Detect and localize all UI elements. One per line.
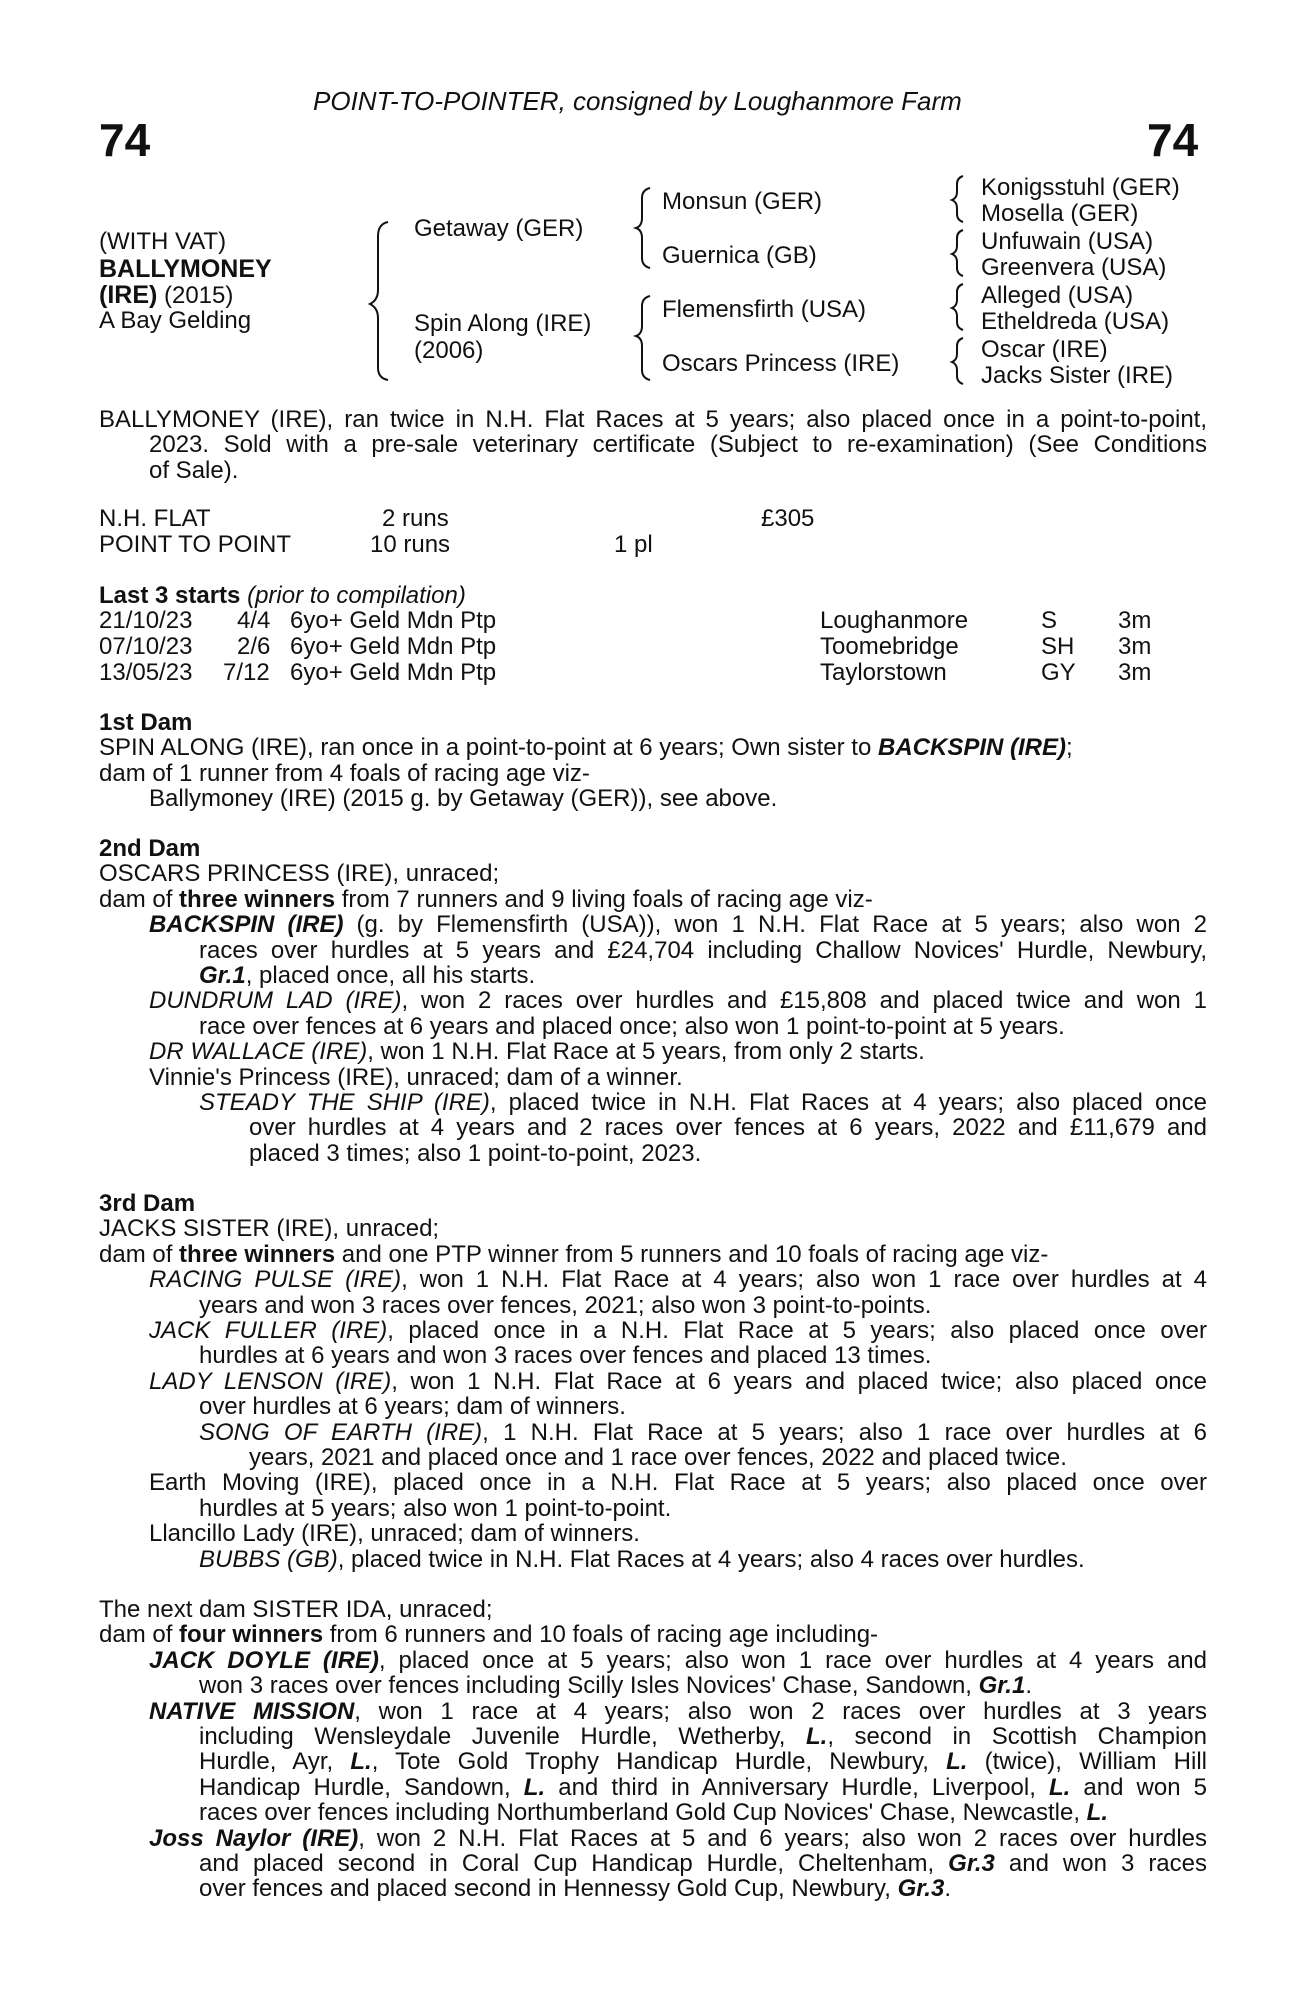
first-dam-line	[99, 735, 1207, 760]
horse-name-italic: DR WALLACE (IRE)	[149, 1038, 368, 1066]
ancestor-8: Jacks Sister (IRE)	[981, 362, 1174, 389]
horse-bold-name: JACK DOYLE (IRE)	[149, 1646, 379, 1674]
last-starts-note: (prior to compilation)	[240, 582, 466, 609]
third-dam-line	[99, 1318, 1207, 1343]
next-dam-line	[99, 1699, 1207, 1724]
text-run: Hurdle, Ayr,	[199, 1748, 351, 1776]
summary-paragraph	[99, 407, 1207, 483]
text-run: dam of	[99, 885, 180, 913]
text-run: , won 2 races over hurdles and £15,808 and placed twice and won 1	[401, 987, 1207, 1015]
third-dam-line: hurdles at 5 years; also won 1 point-to-point.	[199, 1494, 672, 1522]
last-starts-title: Last 3 starts	[99, 582, 241, 609]
ancestor-1: Konigsstuhl (GER)	[981, 174, 1180, 201]
text-run: from 6 runners and 10 foals of racing age including-	[323, 1621, 879, 1649]
next-dam-line	[99, 1673, 1207, 1698]
second-dam-section	[99, 836, 1207, 1166]
text-run: , second in Scottish Champion	[827, 1723, 1207, 1751]
start-race: 6yo+ Geld Mdn Ptp	[290, 633, 497, 660]
second-dam-heading: 2nd Dam	[99, 835, 201, 862]
summary-line: 2023. Sold with a pre-sale veterinary certificate (Subject to re-examination) (See Conditions	[149, 431, 1207, 459]
horse-name-italic: LADY LENSON (IRE)	[149, 1367, 392, 1395]
dam-sire: Flemensfirth (USA)	[662, 296, 867, 323]
second-dam-line	[99, 912, 1207, 937]
third-dam-line: JACKS SISTER (IRE), unraced;	[99, 1215, 440, 1243]
start-position: 7/12	[223, 659, 270, 686]
horse-origin: (IRE)	[99, 281, 158, 309]
third-dam-line: hurdles at 6 years and won 3 races over fences and placed 13 times.	[199, 1342, 932, 1370]
dam-year: (2006)	[414, 337, 484, 364]
horse-name-italic: JACK FULLER (IRE)	[149, 1317, 388, 1345]
third-dam-line: Llancillo Lady (IRE), unraced; dam of winners.	[149, 1520, 640, 1548]
ancestor-3: Unfuwain (USA)	[981, 228, 1154, 255]
text-run: , won 1 race at 4 years; also won 2 races over hurdles at 3 years	[354, 1697, 1207, 1725]
next-dam-line	[99, 1851, 1207, 1876]
second-dam-line: over hurdles at 4 years and 2 races over fences at 6 years, 2022 and £11,679 and	[249, 1114, 1207, 1142]
third-dam-line: years and won 3 races over fences, 2021; also won 3 point-to-points.	[199, 1291, 932, 1319]
text-run: , won 2 N.H. Flat Races at 5 and 6 years; also won 2 races over hurdles	[358, 1824, 1207, 1852]
start-course: Loughanmore	[820, 607, 969, 634]
text-run: and one PTP winner from 5 runners and 10 foals of racing age viz-	[335, 1240, 1049, 1268]
third-dam-line	[99, 1547, 1207, 1572]
text-run: , Tote Gold Trophy Handicap Hurdle, Newbury,	[371, 1748, 947, 1776]
text-run: (twice), William Hill	[967, 1748, 1207, 1776]
text-run: dam of	[99, 1621, 180, 1649]
grade-label: L.	[946, 1748, 968, 1776]
third-dam-line: over hurdles at 6 years; dam of winners.	[199, 1393, 626, 1421]
horse-bold-name: Joss Naylor (IRE)	[149, 1824, 359, 1852]
next-dam-line	[99, 1876, 1207, 1901]
start-distance: 3m	[1118, 659, 1152, 686]
bold-run: three winners	[179, 1240, 336, 1268]
start-date: 07/10/23	[99, 633, 193, 660]
third-dam-line	[99, 1369, 1207, 1394]
start-going: S	[1041, 607, 1058, 634]
start-position: 4/4	[237, 607, 271, 634]
text-run: ;	[1066, 734, 1073, 762]
next-dam-line: The next dam SISTER IDA, unraced;	[99, 1596, 493, 1623]
text-run: , won 1 N.H. Flat Race at 4 years; also won 1 race over hurdles at 4	[401, 1266, 1208, 1294]
horse-name-italic: SONG OF EARTH (IRE)	[199, 1418, 483, 1446]
grade-label: Gr.1	[199, 962, 246, 990]
third-dam-line	[99, 1420, 1207, 1445]
second-dam-line: race over fences at 6 years and placed once; also won 1 point-to-point at 5 years.	[199, 1012, 1065, 1040]
bold-run: three winners	[179, 885, 336, 913]
third-dam-heading: 3rd Dam	[99, 1190, 196, 1217]
second-dam-line: races over hurdles at 5 years and £24,704 including Challow Novices' Hurdle, Newbury,	[199, 936, 1207, 964]
text-run: including Wensleydale Juvenile Hurdle, Wetherby,	[199, 1723, 806, 1751]
horse-name-italic: DUNDRUM LAD (IRE)	[149, 987, 402, 1015]
second-dam-line	[99, 1090, 1207, 1115]
bold-run: four winners	[179, 1621, 324, 1649]
third-dam-section	[99, 1191, 1207, 1572]
grade-label: Gr.1	[978, 1672, 1026, 1700]
dam: Spin Along (IRE)	[414, 310, 592, 337]
first-dam-heading: 1st Dam	[99, 709, 193, 736]
start-course: Toomebridge	[820, 633, 959, 660]
next-dam-line	[99, 1800, 1207, 1825]
record-runs: 10 runs	[370, 531, 451, 558]
consignment-title: POINT-TO-POINTER, consigned by Loughanmore Farm	[313, 86, 962, 116]
text-run: , placed once at 5 years; also won 1 race over hurdles at 4 years and	[378, 1646, 1207, 1674]
record-type: POINT TO POINT	[99, 531, 292, 558]
second-dam-line: OSCARS PRINCESS (IRE), unraced;	[99, 860, 500, 888]
text-run: and placed second in Coral Cup Handicap Hurdle, Cheltenham,	[199, 1850, 949, 1878]
horse-year: (2015)	[157, 282, 234, 309]
horse-bold-name: BACKSPIN (IRE)	[878, 734, 1067, 762]
record-placed: 1 pl	[614, 531, 653, 558]
dam-dam: Oscars Princess (IRE)	[662, 350, 900, 377]
text-run: , won 1 N.H. Flat Race at 5 years, from only 2 starts.	[367, 1038, 925, 1066]
second-dam-line: Vinnie's Princess (IRE), unraced; dam of a winner.	[149, 1063, 683, 1091]
start-date: 13/05/23	[99, 659, 193, 686]
summary-line: of Sale).	[149, 456, 239, 484]
next-dam-line	[99, 1622, 1207, 1647]
first-dam-section	[99, 710, 1207, 812]
second-dam-line	[99, 1039, 1207, 1064]
next-dam-line	[99, 1724, 1207, 1749]
first-dam-line: Ballymoney (IRE) (2015 g. by Getaway (GER)), see above.	[149, 785, 778, 813]
text-run: , placed twice in N.H. Flat Races at 4 years; also 4 races over hurdles.	[337, 1545, 1085, 1573]
second-dam-line	[99, 887, 1207, 912]
summary-line: BALLYMONEY (IRE), ran twice in N.H. Flat Races at 5 years; also placed once in a point-to-point,	[99, 406, 1207, 433]
text-run: .	[944, 1875, 951, 1903]
horse-name-italic: BUBBS (GB)	[199, 1545, 338, 1573]
record-earnings: £305	[761, 505, 815, 532]
first-dam-line: dam of 1 runner from 4 foals of racing age viz-	[99, 759, 590, 787]
sire: Getaway (GER)	[414, 215, 584, 242]
ancestor-2: Mosella (GER)	[981, 200, 1139, 227]
sire-dam: Guernica (GB)	[662, 242, 817, 269]
second-dam-line	[99, 988, 1207, 1013]
start-course: Taylorstown	[820, 659, 947, 686]
grade-label: Gr.3	[897, 1875, 945, 1903]
start-distance: 3m	[1118, 633, 1152, 660]
third-dam-line: years, 2021 and placed once and 1 race over fences, 2022 and placed twice.	[249, 1444, 1067, 1472]
text-run: and third in Anniversary Hurdle, Liverpool,	[545, 1773, 1049, 1801]
grade-label: L.	[1048, 1773, 1071, 1801]
ancestor-5: Alleged (USA)	[981, 282, 1134, 309]
lot-number-left: 74	[99, 114, 151, 166]
sire-sire: Monsun (GER)	[662, 188, 823, 215]
next-dam-section	[99, 1597, 1207, 1902]
horse-name-italic: STEADY THE SHIP (IRE)	[199, 1089, 490, 1117]
text-run: races over fences including Northumberland Gold Cup Novices' Chase, Newcastle,	[199, 1799, 1087, 1827]
start-date: 21/10/23	[99, 607, 193, 634]
ancestor-6: Etheldreda (USA)	[981, 308, 1170, 335]
grade-label: L.	[350, 1748, 372, 1776]
lot-number-right: 74	[1147, 114, 1199, 166]
horse-name-italic: RACING PULSE (IRE)	[149, 1266, 402, 1294]
text-run: Handicap Hurdle, Sandown,	[199, 1773, 524, 1801]
ancestor-7: Oscar (IRE)	[981, 336, 1108, 363]
text-run: , won 1 N.H. Flat Race at 6 years and placed twice; also placed once	[391, 1367, 1207, 1395]
text-run: (g. by Flemensfirth (USA)), won 1 N.H. Flat Race at 5 years; also won 2	[343, 911, 1207, 939]
text-run: and won 5	[1070, 1773, 1207, 1801]
grade-label: L.	[806, 1723, 828, 1751]
horse-bold-name: NATIVE MISSION	[149, 1697, 355, 1725]
last-starts-heading	[99, 583, 466, 609]
grade-label: Gr.3	[948, 1850, 995, 1878]
text-run: and won 3 races	[994, 1850, 1208, 1878]
text-run: SPIN ALONG (IRE), ran once in a point-to-point at 6 years; Own sister to	[99, 734, 878, 762]
text-run: , placed once, all his starts.	[245, 962, 536, 990]
third-dam-line: Earth Moving (IRE), placed once in a N.H. Flat Race at 5 years; also placed once over	[149, 1469, 1207, 1497]
second-dam-line: placed 3 times; also 1 point-to-point, 2023.	[249, 1139, 702, 1167]
text-run: over fences and placed second in Hennessy Gold Cup, Newbury,	[199, 1875, 898, 1903]
horse-bold-name: BACKSPIN (IRE)	[149, 911, 344, 939]
text-run: won 3 races over fences including Scilly Isles Novices' Chase, Sandown,	[199, 1672, 979, 1700]
start-distance: 3m	[1118, 607, 1152, 634]
text-run: , 1 N.H. Flat Race at 5 years; also 1 race over hurdles at 6	[482, 1418, 1207, 1446]
next-dam-line	[99, 1749, 1207, 1774]
start-going: GY	[1041, 659, 1076, 686]
start-race: 6yo+ Geld Mdn Ptp	[290, 607, 497, 634]
horse-name: BALLYMONEY	[99, 255, 272, 283]
grade-label: L.	[1086, 1799, 1108, 1827]
third-dam-line	[99, 1267, 1207, 1292]
vat-note: (WITH VAT)	[99, 228, 227, 255]
record-type: N.H. FLAT	[99, 505, 211, 532]
horse-description: A Bay Gelding	[99, 307, 252, 334]
text-run: , placed twice in N.H. Flat Races at 4 years; also placed once	[489, 1089, 1207, 1117]
text-run: .	[1025, 1672, 1032, 1700]
next-dam-line	[99, 1775, 1207, 1800]
grade-label: L.	[523, 1773, 546, 1801]
text-run: from 7 runners and 9 living foals of racing age viz-	[335, 885, 873, 913]
second-dam-line	[99, 963, 1207, 988]
start-going: SH	[1041, 633, 1075, 660]
ancestor-4: Greenvera (USA)	[981, 254, 1167, 281]
text-run: , placed once in a N.H. Flat Race at 5 years; also placed once over	[387, 1317, 1207, 1345]
next-dam-line	[99, 1648, 1207, 1673]
start-race: 6yo+ Geld Mdn Ptp	[290, 659, 497, 686]
start-position: 2/6	[237, 633, 271, 660]
text-run: dam of	[99, 1240, 180, 1268]
third-dam-line	[99, 1242, 1207, 1267]
record-runs: 2 runs	[382, 505, 449, 532]
next-dam-line	[99, 1826, 1207, 1851]
